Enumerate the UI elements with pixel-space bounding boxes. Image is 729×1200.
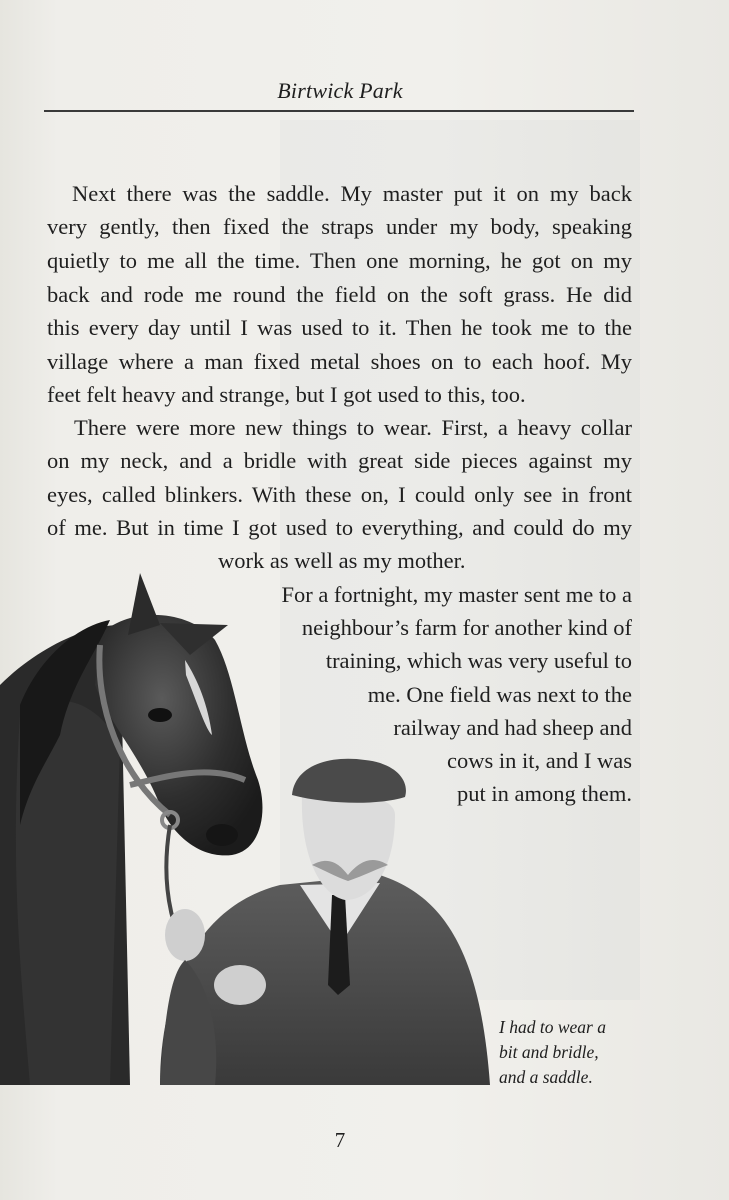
text-line: feet felt heavy and strange, but I got used to this, too. xyxy=(47,382,526,407)
header-rule xyxy=(44,110,634,112)
caption-line: and a saddle. xyxy=(499,1067,593,1087)
text-line: Next there was the saddle. My master put it on my back xyxy=(72,181,632,206)
horse-and-groom-illustration xyxy=(0,565,500,1085)
text-line: very gently, then fixed the straps under my body, speaking xyxy=(47,214,632,239)
text-line: For a fortnight, my master sent me to a xyxy=(281,582,632,607)
text-line: put in among them. xyxy=(457,781,632,806)
text-line: There were more new things to wear. First, a heavy collar xyxy=(74,415,632,440)
text-line: village where a man fixed metal shoes on to each hoof. My xyxy=(47,349,632,374)
text-line: railway and had sheep and xyxy=(393,715,632,740)
text-line: work as well as my mother. xyxy=(218,548,466,573)
text-line: back and rode me round the field on the soft grass. He did xyxy=(47,282,632,307)
page-number: 7 xyxy=(334,1128,346,1152)
text-line: quietly to me all the time. Then one morning, he got on my xyxy=(47,248,632,273)
text-line: on my neck, and a bridle with great side pieces against my xyxy=(47,448,632,473)
text-line: training, which was very useful to xyxy=(325,648,632,673)
text-line: of me. But in time I got used to everything, and could do my xyxy=(47,515,632,540)
text-line: eyes, called blinkers. With these on, I could only see in front xyxy=(47,482,632,507)
text-line: this every day until I was used to it. Then he took me to the xyxy=(47,315,632,340)
text-line: cows in it, and I was xyxy=(447,748,632,773)
caption-line: I had to wear a xyxy=(499,1017,606,1037)
caption-line: bit and bridle, xyxy=(499,1042,599,1062)
running-header: Birtwick Park xyxy=(277,78,403,103)
text-line: neighbour’s farm for another kind of xyxy=(301,615,632,640)
text-line: me. One field was next to the xyxy=(367,682,632,707)
